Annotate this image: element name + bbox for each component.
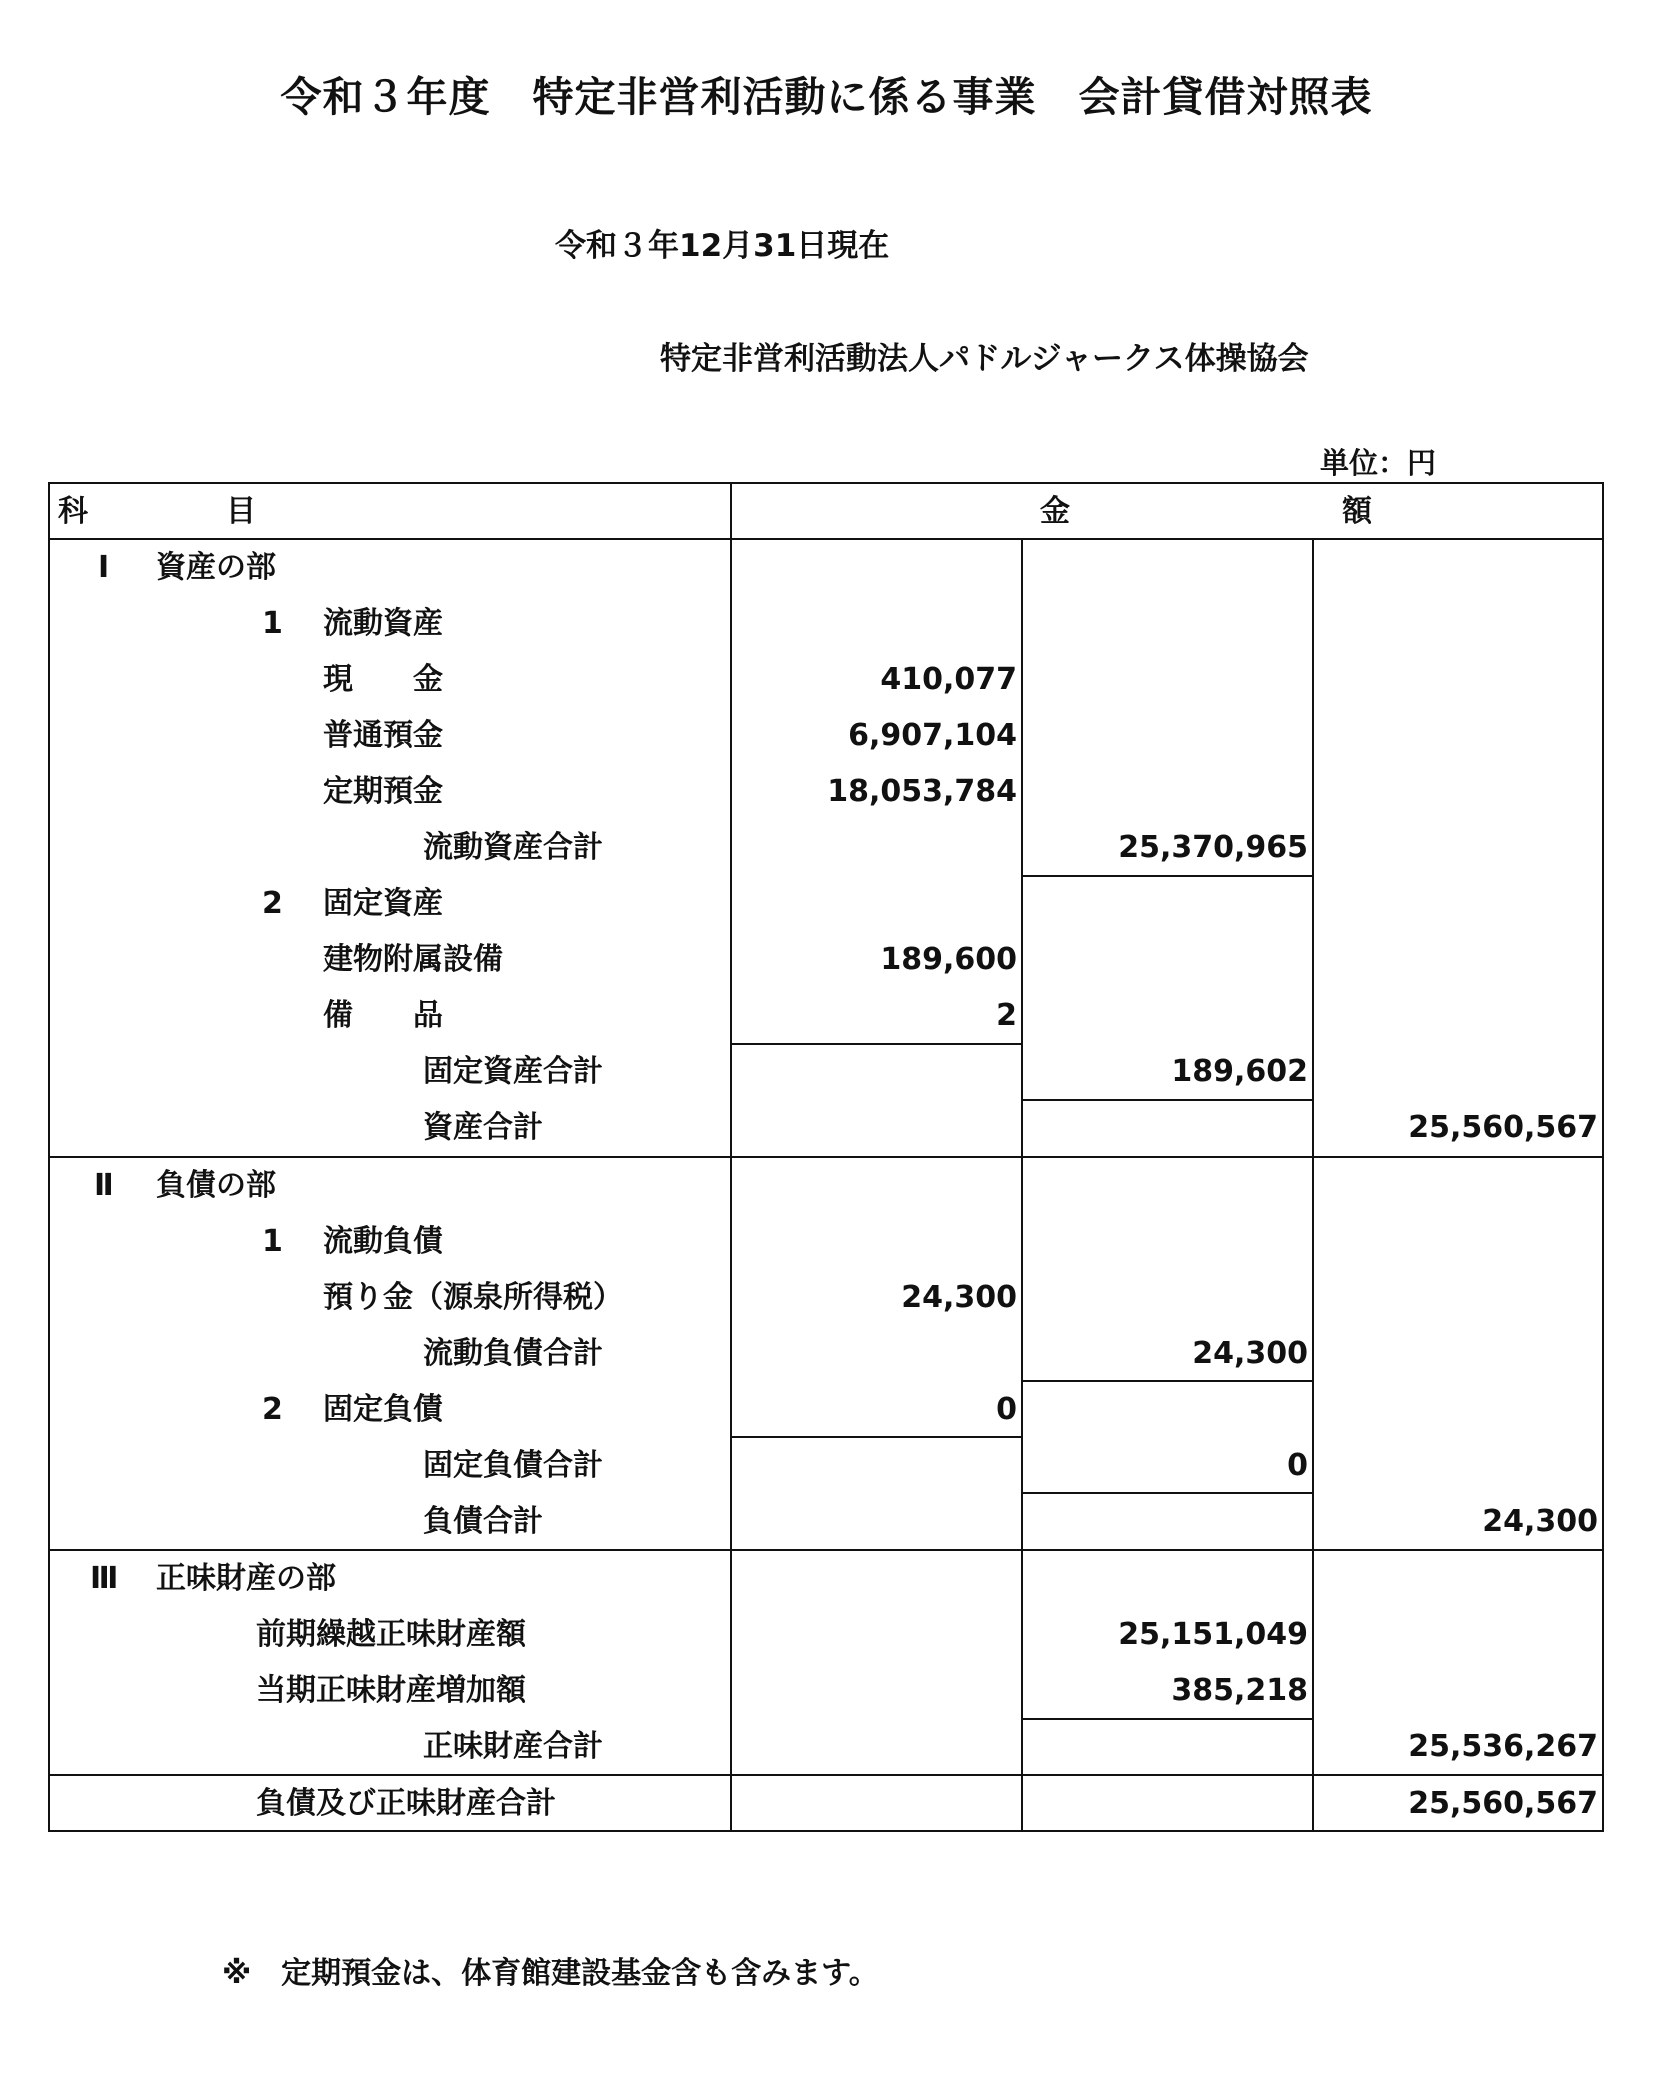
document-title: 令和３年度 特定非営利活動に係る事業 会計貸借対照表 [280, 73, 1373, 121]
row-label-time-deposit: 定期預金 [323, 774, 443, 809]
fixed-assets-subtotal-value: 189,602 [1171, 1054, 1308, 1089]
row-value-prior-net-assets: 25,151,049 [1118, 1617, 1308, 1652]
row-label-fixtures: 備 品 [323, 998, 443, 1033]
header-amount-char-2: 額 [1342, 494, 1372, 529]
row-value-time-deposit: 18,053,784 [827, 774, 1017, 809]
row-value-building-equipment: 189,600 [880, 942, 1017, 977]
liabilities-numeral: Ⅱ [94, 1168, 114, 1203]
net-assets-total-label: 正味財産合計 [423, 1729, 603, 1764]
row-value-cash: 410,077 [880, 662, 1017, 697]
row-label-net-assets-increase: 当期正味財産増加額 [256, 1673, 526, 1708]
row-value-withholding-tax: 24,300 [901, 1280, 1017, 1315]
liabilities-section-label: 負債の部 [156, 1168, 276, 1203]
grand-total-value: 25,560,567 [1408, 1786, 1598, 1821]
header-amount-char-1: 金 [1040, 494, 1070, 529]
row-label-prior-net-assets: 前期繰越正味財産額 [256, 1617, 526, 1652]
current-liabilities-label: 流動負債 [323, 1224, 443, 1259]
organization-name: 特定非営利活動法人パドルジャークス体操協会 [660, 341, 1309, 377]
fixed-liabilities-value: 0 [996, 1392, 1017, 1427]
row-value-fixtures: 2 [996, 998, 1017, 1033]
fixed-liabilities-label: 固定負債 [323, 1392, 443, 1427]
fixed-assets-label: 固定資産 [323, 886, 443, 921]
net-assets-section-label: 正味財産の部 [156, 1561, 336, 1596]
row-label-cash: 現 金 [323, 662, 443, 697]
current-assets-number: 1 [262, 606, 283, 641]
current-liabilities-number: 1 [262, 1224, 283, 1259]
as-of-date: 令和３年12月31日現在 [555, 228, 890, 264]
current-assets-subtotal-label: 流動資産合計 [423, 830, 603, 865]
liabilities-total-label: 負債合計 [423, 1504, 543, 1539]
liabilities-total-value: 24,300 [1482, 1504, 1598, 1539]
assets-section-label: 資産の部 [156, 550, 276, 585]
footnote: ※ 定期預金は、体育館建設基金含も含みます。 [222, 1956, 879, 1991]
row-label-building-equipment: 建物附属設備 [323, 942, 503, 977]
net-assets-numeral: Ⅲ [90, 1561, 119, 1596]
grand-total-label: 負債及び正味財産合計 [256, 1786, 556, 1821]
row-label-ordinary-deposit: 普通預金 [323, 718, 443, 753]
assets-total-value: 25,560,567 [1408, 1110, 1598, 1145]
unit-label: 単位：円 [1320, 446, 1437, 480]
assets-numeral: Ⅰ [98, 550, 110, 585]
row-label-withholding-tax: 預り金（源泉所得税） [323, 1280, 623, 1315]
header-item-char-1: 科 [58, 494, 88, 529]
header-item-char-2: 目 [226, 494, 256, 529]
fixed-assets-number: 2 [262, 886, 283, 921]
current-liabilities-subtotal-value: 24,300 [1192, 1336, 1308, 1371]
current-liabilities-subtotal-label: 流動負債合計 [423, 1336, 603, 1371]
row-value-net-assets-increase: 385,218 [1171, 1673, 1308, 1708]
net-assets-total-value: 25,536,267 [1408, 1729, 1598, 1764]
fixed-liabilities-number: 2 [262, 1392, 283, 1427]
assets-total-label: 資産合計 [423, 1110, 543, 1145]
row-value-ordinary-deposit: 6,907,104 [848, 718, 1017, 753]
fixed-liabilities-subtotal-value: 0 [1287, 1448, 1308, 1483]
current-assets-label: 流動資産 [323, 606, 443, 641]
fixed-assets-subtotal-label: 固定資産合計 [423, 1054, 603, 1089]
current-assets-subtotal-value: 25,370,965 [1118, 830, 1308, 865]
fixed-liabilities-subtotal-label: 固定負債合計 [423, 1448, 603, 1483]
